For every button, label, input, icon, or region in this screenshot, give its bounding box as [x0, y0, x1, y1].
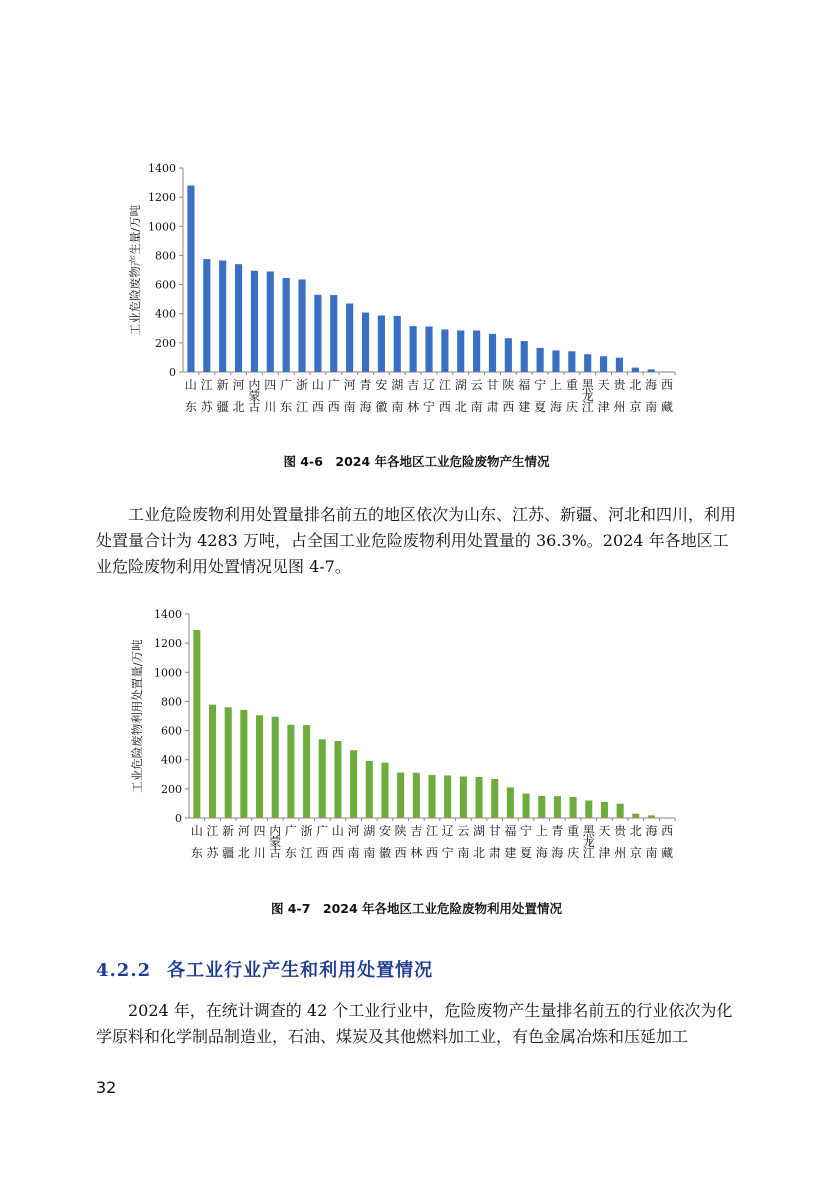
bar [584, 354, 591, 372]
bar [505, 338, 512, 372]
bar [330, 295, 337, 372]
x-tick-char: 北 [629, 824, 642, 838]
y-tick-label: 1400 [154, 608, 182, 621]
x-tick-char: 江 [200, 378, 213, 392]
bar [664, 818, 671, 819]
x-tick-char: 藏 [661, 846, 674, 860]
x-tick-char: 陕 [502, 378, 515, 392]
bar [663, 372, 670, 373]
x-tick-label [254, 824, 266, 860]
bar [394, 316, 401, 372]
x-tick-label [410, 823, 422, 860]
x-tick-label [316, 823, 328, 860]
y-tick-label: 800 [155, 249, 176, 263]
x-tick-label [518, 378, 530, 414]
x-tick-char: 徽 [375, 400, 388, 414]
section-number: 4.2.2 [96, 960, 152, 981]
x-tick-label [375, 377, 387, 414]
x-tick-char: 重 [567, 824, 580, 838]
x-tick-char: 宁 [520, 824, 533, 838]
x-tick-char: 甘 [488, 824, 501, 838]
x-tick-char: 西 [316, 846, 329, 860]
x-tick-label [379, 823, 391, 860]
x-tick-label [332, 824, 344, 860]
x-tick-char: 京 [629, 400, 642, 414]
x-tick-char: 吉 [410, 824, 423, 838]
x-tick-label [473, 823, 485, 860]
x-tick-char: 南 [470, 400, 483, 414]
y-tick-label: 600 [155, 278, 176, 292]
bar [413, 773, 420, 818]
x-tick-char: 庆 [565, 400, 578, 414]
x-tick-char: 湖 [391, 378, 404, 392]
x-tick-char: 海 [551, 846, 564, 860]
x-tick-char: 新 [216, 378, 229, 392]
x-tick-char: 安 [375, 378, 388, 392]
x-tick-char: 北 [232, 400, 245, 414]
y-tick-label: 1400 [148, 162, 176, 175]
x-tick-char: 藏 [661, 400, 674, 414]
x-tick-char: 江 [300, 846, 313, 860]
x-tick-label [455, 377, 467, 414]
x-tick-label [486, 377, 498, 414]
x-tick-label [598, 378, 610, 414]
x-tick-char: 湖 [454, 378, 467, 392]
x-tick-char: 上 [549, 378, 562, 392]
x-tick-label [238, 824, 250, 860]
x-tick-char: 南 [391, 400, 404, 414]
chart-production [128, 162, 675, 414]
x-tick-char: 重 [565, 378, 578, 392]
x-tick-char: 四 [264, 378, 277, 392]
x-tick-char: 福 [504, 824, 517, 838]
x-tick-char: 江 [206, 824, 219, 838]
x-tick-char: 南 [457, 846, 470, 860]
bar [366, 761, 373, 818]
x-tick-char: 龙 [582, 835, 595, 849]
x-tick-char: 西 [394, 846, 407, 860]
x-tick-label [439, 378, 451, 414]
x-tick-char: 西 [311, 400, 324, 414]
y-tick-label: 1200 [148, 191, 176, 205]
x-tick-label [222, 824, 234, 860]
x-tick-char: 川 [253, 846, 266, 860]
x-tick-char: 福 [518, 378, 531, 392]
x-tick-char: 青 [551, 824, 564, 838]
x-tick-label [551, 823, 563, 860]
x-tick-char: 西 [661, 378, 674, 392]
x-tick-char: 青 [359, 378, 372, 392]
bar [617, 804, 624, 818]
x-tick-label [566, 377, 578, 414]
bar [298, 279, 305, 372]
bar [334, 741, 341, 818]
x-tick-char: 天 [597, 378, 610, 392]
bar [552, 350, 559, 372]
bar [225, 707, 232, 818]
x-tick-char: 林 [407, 400, 420, 414]
x-tick-label [489, 823, 501, 860]
x-tick-char: 黑 [581, 378, 594, 392]
bar [537, 348, 544, 372]
body-paragraph-1: 工业危险废物利用处置量排名前五的地区依次为山东、江苏、新疆、河北和四川，利用处置量合计为 4283 万吨，占全国工业危险废物利用处置量的 36.3%。2024 年各地区工业危险废物利用处置情况见图 4-7。 [96, 505, 737, 576]
x-tick-label [550, 377, 562, 414]
x-tick-char: 古 [248, 400, 261, 414]
x-tick-label [629, 378, 641, 414]
bar [523, 794, 530, 818]
y-axis-label: 工业危险废物产生量/万吨 [128, 204, 142, 336]
bar [193, 630, 200, 818]
x-tick-char: 肃 [488, 846, 501, 860]
bar [632, 368, 639, 372]
x-tick-label [269, 823, 281, 860]
x-tick-char: 贵 [613, 378, 626, 392]
x-tick-char: 安 [378, 824, 391, 838]
x-tick-char: 西 [661, 824, 674, 838]
x-tick-char: 夏 [520, 846, 533, 860]
x-tick-char: 蒙 [269, 835, 282, 849]
x-tick-label [207, 824, 220, 860]
x-tick-char: 宁 [422, 400, 436, 414]
bar [219, 261, 226, 372]
x-tick-char: 广 [327, 378, 340, 392]
y-tick-label: 1200 [154, 637, 182, 651]
x-tick-label [645, 378, 657, 414]
x-tick-char: 海 [645, 824, 658, 838]
x-tick-char: 北 [454, 400, 467, 414]
x-tick-char: 西 [438, 400, 451, 414]
x-tick-label [248, 377, 260, 414]
x-tick-char: 南 [343, 400, 356, 414]
x-tick-char: 江 [582, 846, 595, 860]
x-tick-char: 庆 [567, 846, 580, 860]
bar [256, 715, 263, 818]
x-tick-label [504, 824, 516, 860]
x-tick-char: 浙 [300, 824, 313, 838]
x-tick-char: 四 [253, 824, 266, 838]
x-tick-char: 内 [248, 378, 261, 392]
figure-caption-4-7: 图 4-7 2024 年各地区工业危险废物利用处置情况 [270, 901, 563, 916]
bar [570, 797, 577, 818]
x-tick-char: 肃 [486, 400, 499, 414]
bar [410, 326, 417, 372]
x-tick-char: 东 [284, 846, 297, 860]
x-tick-char: 云 [457, 824, 470, 838]
figure-caption-4-6: 图 4-6 2024 年各地区工业危险废物产生情况 [283, 454, 550, 469]
x-tick-char: 宁 [534, 378, 547, 392]
bar [251, 271, 258, 372]
y-tick-label: 600 [161, 724, 182, 738]
x-tick-char: 江 [425, 824, 439, 838]
x-tick-char: 海 [549, 400, 562, 414]
section-title: 各工业行业产生和利用处置情况 [167, 960, 434, 981]
y-tick-label: 200 [161, 782, 182, 796]
x-tick-char: 北 [629, 378, 642, 392]
x-tick-label [363, 823, 375, 860]
x-tick-char: 宁 [441, 846, 454, 860]
x-tick-char: 天 [598, 824, 611, 838]
x-tick-char: 山 [331, 824, 344, 838]
x-tick-label [348, 824, 360, 860]
bar [538, 796, 545, 818]
bar [287, 725, 294, 818]
x-tick-char: 新 [222, 824, 235, 838]
x-tick-char: 北 [237, 846, 250, 860]
bar [460, 776, 467, 818]
x-tick-char: 辽 [441, 824, 454, 838]
x-tick-label [407, 377, 419, 414]
x-tick-char: 山 [190, 824, 203, 838]
x-tick-label [264, 378, 276, 414]
x-tick-char: 海 [535, 846, 548, 860]
x-tick-char: 甘 [486, 378, 499, 392]
x-tick-char: 东 [184, 400, 197, 414]
section-heading [96, 956, 433, 982]
page-number: 32 [96, 1078, 117, 1097]
x-tick-char: 津 [598, 846, 611, 860]
x-tick-char: 江 [438, 378, 451, 392]
x-tick-char: 西 [331, 846, 344, 860]
bar [489, 334, 496, 372]
x-tick-char: 西 [502, 400, 515, 414]
x-tick-char: 河 [347, 824, 360, 838]
x-tick-label [471, 378, 483, 414]
x-tick-char: 蒙 [248, 389, 261, 403]
bar [601, 802, 608, 818]
x-tick-char: 山 [311, 378, 324, 392]
x-tick-label [301, 823, 313, 860]
x-tick-char: 夏 [534, 400, 547, 414]
x-tick-char: 山 [184, 378, 197, 392]
bar [235, 264, 242, 372]
x-tick-char: 西 [327, 400, 340, 414]
y-tick-label: 1000 [148, 220, 176, 234]
bar [378, 315, 385, 372]
x-tick-char: 林 [410, 846, 423, 860]
x-tick-label [502, 377, 514, 414]
x-tick-char: 东 [280, 400, 293, 414]
body-paragraph-2: 2024 年，在统计调查的 42 个工业行业中，危险废物产生量排名前五的行业依次为化学原料和化学制品制造业，石油、煤炭及其他燃料加工业，有色金属冶炼和压延加工 [96, 1001, 733, 1046]
bar [585, 801, 592, 818]
bar [568, 351, 575, 372]
x-tick-char: 云 [470, 378, 483, 392]
x-tick-char: 南 [363, 846, 376, 860]
bar [473, 330, 480, 372]
bar [632, 814, 639, 818]
x-tick-label [536, 823, 548, 860]
x-tick-label [280, 377, 292, 414]
x-tick-label [534, 378, 546, 414]
bar [507, 787, 514, 818]
x-tick-label [661, 824, 673, 860]
y-tick-label: 400 [155, 307, 176, 321]
bar [648, 815, 655, 818]
y-axis-label: 工业危险废物利用处置量/万吨 [130, 639, 144, 793]
x-tick-char: 内 [269, 824, 282, 838]
x-tick-char: 海 [359, 400, 372, 414]
x-tick-label [217, 378, 229, 414]
x-tick-char: 湖 [473, 824, 486, 838]
x-tick-char: 东 [190, 846, 203, 860]
x-tick-char: 贵 [614, 824, 627, 838]
x-tick-char: 疆 [216, 400, 229, 414]
bar [441, 329, 448, 372]
x-tick-char: 南 [347, 846, 360, 860]
bar [346, 304, 353, 372]
x-tick-char: 古 [269, 846, 282, 860]
x-tick-char: 北 [473, 846, 486, 860]
y-tick-label: 400 [161, 753, 182, 767]
y-tick-label: 1000 [154, 666, 182, 680]
x-tick-label [613, 377, 626, 414]
x-tick-label [614, 823, 627, 860]
bar [272, 717, 279, 818]
x-tick-char: 上 [535, 824, 548, 838]
bar [521, 341, 528, 372]
x-tick-char: 苏 [206, 846, 219, 860]
x-tick-char: 江 [581, 400, 594, 414]
y-tick-label: 0 [175, 812, 182, 825]
x-tick-char: 京 [629, 846, 642, 860]
x-tick-label [344, 378, 356, 414]
x-tick-char: 西 [425, 846, 439, 860]
x-tick-char: 州 [614, 846, 627, 860]
bar [425, 327, 432, 372]
bar [240, 710, 247, 818]
x-tick-label [201, 378, 214, 414]
bar [209, 705, 216, 818]
bar [600, 356, 607, 372]
bar [319, 739, 326, 818]
bar [554, 796, 561, 818]
x-tick-char: 浙 [296, 378, 309, 392]
x-tick-label [296, 377, 308, 414]
x-tick-label [423, 378, 435, 414]
bar [397, 773, 404, 818]
x-tick-label [312, 378, 324, 414]
y-tick-label: 800 [161, 695, 182, 709]
x-tick-label [598, 824, 610, 860]
x-tick-label [191, 824, 203, 860]
x-tick-char: 徽 [378, 846, 391, 860]
chart-disposal [130, 608, 675, 860]
x-tick-char: 南 [645, 846, 658, 860]
bar [303, 725, 310, 818]
x-tick-char: 州 [613, 400, 626, 414]
bar [476, 777, 483, 818]
x-tick-char: 湖 [363, 824, 376, 838]
x-tick-label [185, 378, 197, 414]
x-tick-label [233, 378, 245, 414]
bar [362, 313, 369, 372]
x-tick-label [567, 823, 579, 860]
x-tick-label [582, 378, 595, 414]
x-tick-label [583, 824, 596, 860]
x-tick-label [520, 824, 532, 860]
x-tick-label [426, 824, 438, 860]
x-tick-label [457, 824, 469, 860]
x-tick-label [442, 824, 454, 860]
y-tick-label: 0 [169, 366, 176, 379]
x-tick-char: 河 [237, 824, 250, 838]
x-tick-label [661, 378, 673, 414]
x-tick-char: 龙 [581, 389, 594, 403]
bar [283, 278, 290, 372]
x-tick-label [328, 377, 340, 414]
bar [491, 779, 498, 818]
x-tick-label [630, 824, 642, 860]
bar [381, 763, 388, 818]
x-tick-label [360, 377, 372, 414]
bar [314, 295, 321, 372]
bar [350, 750, 357, 818]
x-tick-char: 江 [296, 400, 309, 414]
bar [187, 185, 194, 372]
x-tick-char: 海 [645, 378, 658, 392]
bar [203, 259, 210, 372]
x-tick-label [645, 824, 657, 860]
x-tick-char: 广 [316, 824, 329, 838]
x-tick-char: 黑 [582, 824, 595, 838]
x-tick-char: 辽 [422, 378, 436, 392]
x-tick-label [391, 377, 403, 414]
x-tick-char: 广 [280, 378, 293, 392]
x-tick-char: 广 [284, 824, 297, 838]
x-tick-char: 建 [518, 400, 531, 414]
bar [616, 358, 623, 372]
x-tick-char: 津 [597, 400, 610, 414]
x-tick-char: 河 [232, 378, 245, 392]
x-tick-char: 南 [645, 400, 658, 414]
x-tick-char: 吉 [407, 378, 420, 392]
x-tick-label [285, 823, 297, 860]
x-tick-char: 川 [264, 400, 277, 414]
bar [428, 775, 435, 818]
bar [648, 369, 655, 372]
bar [457, 330, 464, 372]
y-tick-label: 200 [155, 336, 176, 350]
x-tick-char: 陕 [394, 824, 407, 838]
bar [267, 271, 274, 372]
x-tick-char: 河 [343, 378, 356, 392]
x-tick-char: 建 [504, 846, 517, 860]
bar [444, 775, 451, 818]
x-tick-label [395, 823, 407, 860]
x-tick-char: 疆 [222, 846, 235, 860]
x-tick-char: 苏 [200, 400, 213, 414]
